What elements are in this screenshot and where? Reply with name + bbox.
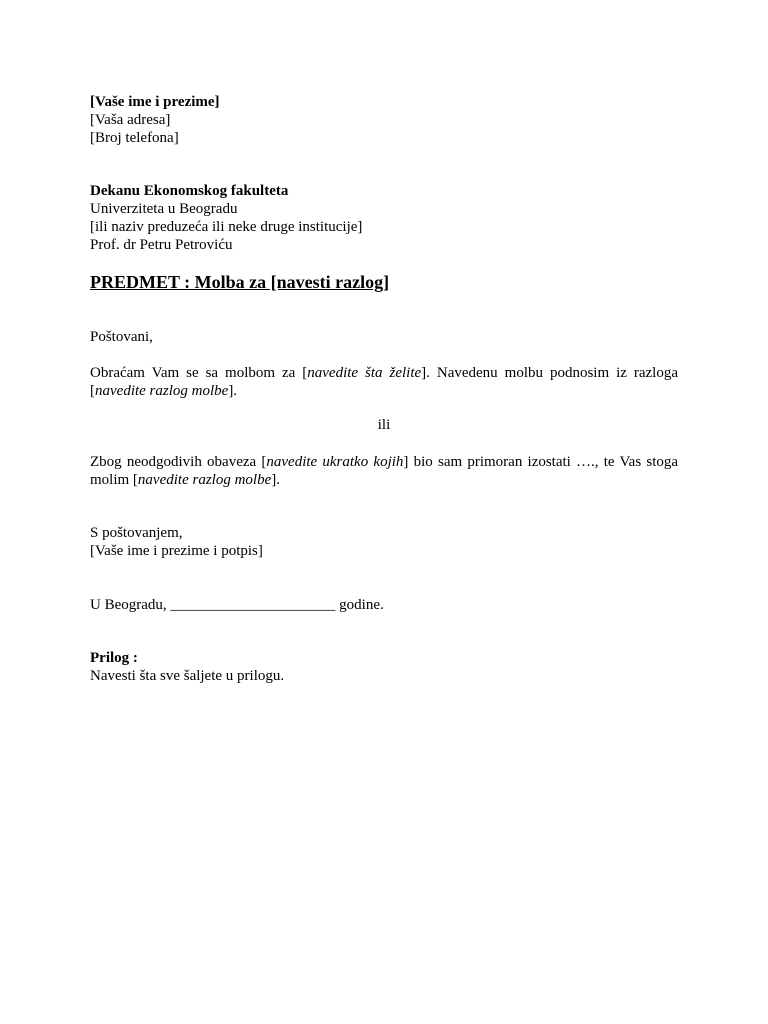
recipient-alternative: [ili naziv preduzeća ili neke druge institucije] bbox=[90, 219, 363, 235]
request-text-1: Obraćam Vam se sa molbom za [ bbox=[90, 365, 308, 381]
closing-signature: [Vaše ime i prezime i potpis] bbox=[90, 543, 263, 559]
sender-phone: [Broj telefona] bbox=[90, 130, 179, 146]
sender-address: [Vaša adresa] bbox=[90, 112, 171, 128]
request-paragraph bbox=[90, 364, 678, 400]
attachment-text: Navesti šta sve šaljete u prilogu. bbox=[90, 668, 285, 684]
absence-text-1: Zbog neodgodivih obaveza [ bbox=[90, 454, 267, 470]
absence-placeholder-reason: navedite razlog molbe bbox=[137, 472, 272, 488]
request-text-3: [ bbox=[90, 383, 95, 399]
subject-line: PREDMET : Molba za [navesti razlog] bbox=[90, 272, 390, 292]
request-placeholder-wish: navedite šta želite bbox=[307, 365, 422, 381]
recipient-title: Dekanu Ekonomskog fakulteta bbox=[90, 183, 289, 199]
absence-text-4: ]. bbox=[271, 472, 280, 488]
request-text-2: ]. Navedenu molbu podnosim iz razloga bbox=[421, 365, 678, 381]
request-paragraph-line-1 bbox=[90, 364, 678, 382]
absence-placeholder-obligations: navedite ukratko kojih bbox=[266, 454, 404, 470]
place-date-line: U Beogradu, ______________________ godine. bbox=[90, 597, 384, 613]
recipient-person: Prof. dr Petru Petroviću bbox=[90, 237, 233, 253]
sender-name: [Vaše ime i prezime] bbox=[90, 94, 220, 110]
closing-salutation: S poštovanjem, bbox=[90, 525, 183, 541]
absence-paragraph bbox=[90, 453, 678, 489]
recipient-university: Univerziteta u Beogradu bbox=[90, 201, 238, 217]
attachment-label: Prilog : bbox=[90, 650, 138, 666]
request-placeholder-reason: navedite razlog molbe bbox=[95, 383, 229, 399]
absence-paragraph-line-1 bbox=[90, 453, 678, 471]
greeting: Poštovani, bbox=[90, 329, 153, 345]
or-separator: ili bbox=[377, 417, 391, 433]
request-paragraph-line-2 bbox=[90, 382, 678, 400]
absence-text-3: molim [ bbox=[90, 472, 138, 488]
absence-paragraph-line-2 bbox=[90, 471, 678, 489]
request-text-4: ]. bbox=[228, 383, 238, 399]
absence-text-2: ] bio sam primoran izostati …., te Vas stoga bbox=[403, 454, 679, 470]
